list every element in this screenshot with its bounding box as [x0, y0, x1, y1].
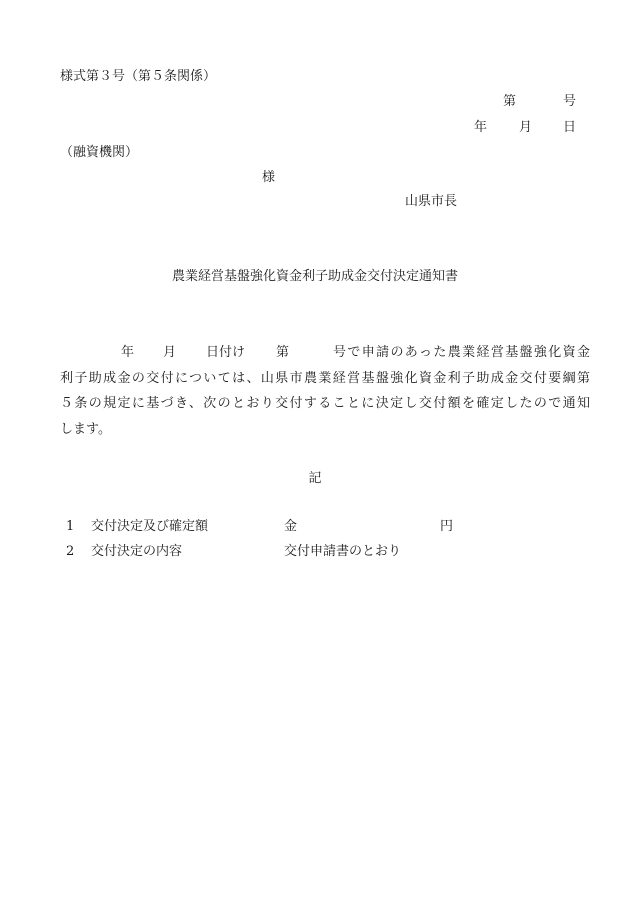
recipient-sama: 様	[262, 170, 276, 185]
item-2-number: 2	[66, 544, 75, 559]
sender-name: 山県市長	[405, 194, 458, 209]
ki-heading: 記	[308, 471, 322, 486]
item-1-number: 1	[66, 519, 75, 534]
body-year: 年	[121, 345, 135, 360]
body-date-suffix: 日付け	[206, 345, 246, 360]
recipient-institution: （融資機関）	[60, 145, 139, 160]
date-month: 月	[519, 120, 533, 135]
form-label: 様式第３号（第５条関係）	[60, 69, 217, 84]
doc-number-dai: 第	[503, 94, 517, 109]
item-2-label: 交付決定の内容	[91, 544, 183, 559]
item-1-label: 交付決定及び確定額	[91, 519, 209, 534]
date-year: 年	[474, 120, 488, 135]
body-line-1: 号で申請のあった農業経営基盤強化資金	[333, 345, 590, 360]
body-line-2: 利子助成金の交付については、山県市農業経営基盤強化資金利子助成金交付要綱第	[60, 371, 590, 386]
body-line-4: します。	[60, 422, 111, 437]
doc-number-go: 号	[563, 94, 577, 109]
body-line-3: ５条の規定に基づき、次のとおり交付することに決定し交付額を確定したので通知	[60, 396, 590, 411]
item-2-value: 交付申請書のとおり	[284, 544, 402, 559]
date-day: 日	[563, 120, 577, 135]
body-dai: 第	[276, 345, 290, 360]
item-1-unit: 円	[440, 519, 454, 534]
body-month: 月	[163, 345, 177, 360]
item-1-value: 金	[284, 519, 298, 534]
document-title: 農業経営基盤強化資金利子助成金交付決定通知書	[171, 269, 458, 284]
